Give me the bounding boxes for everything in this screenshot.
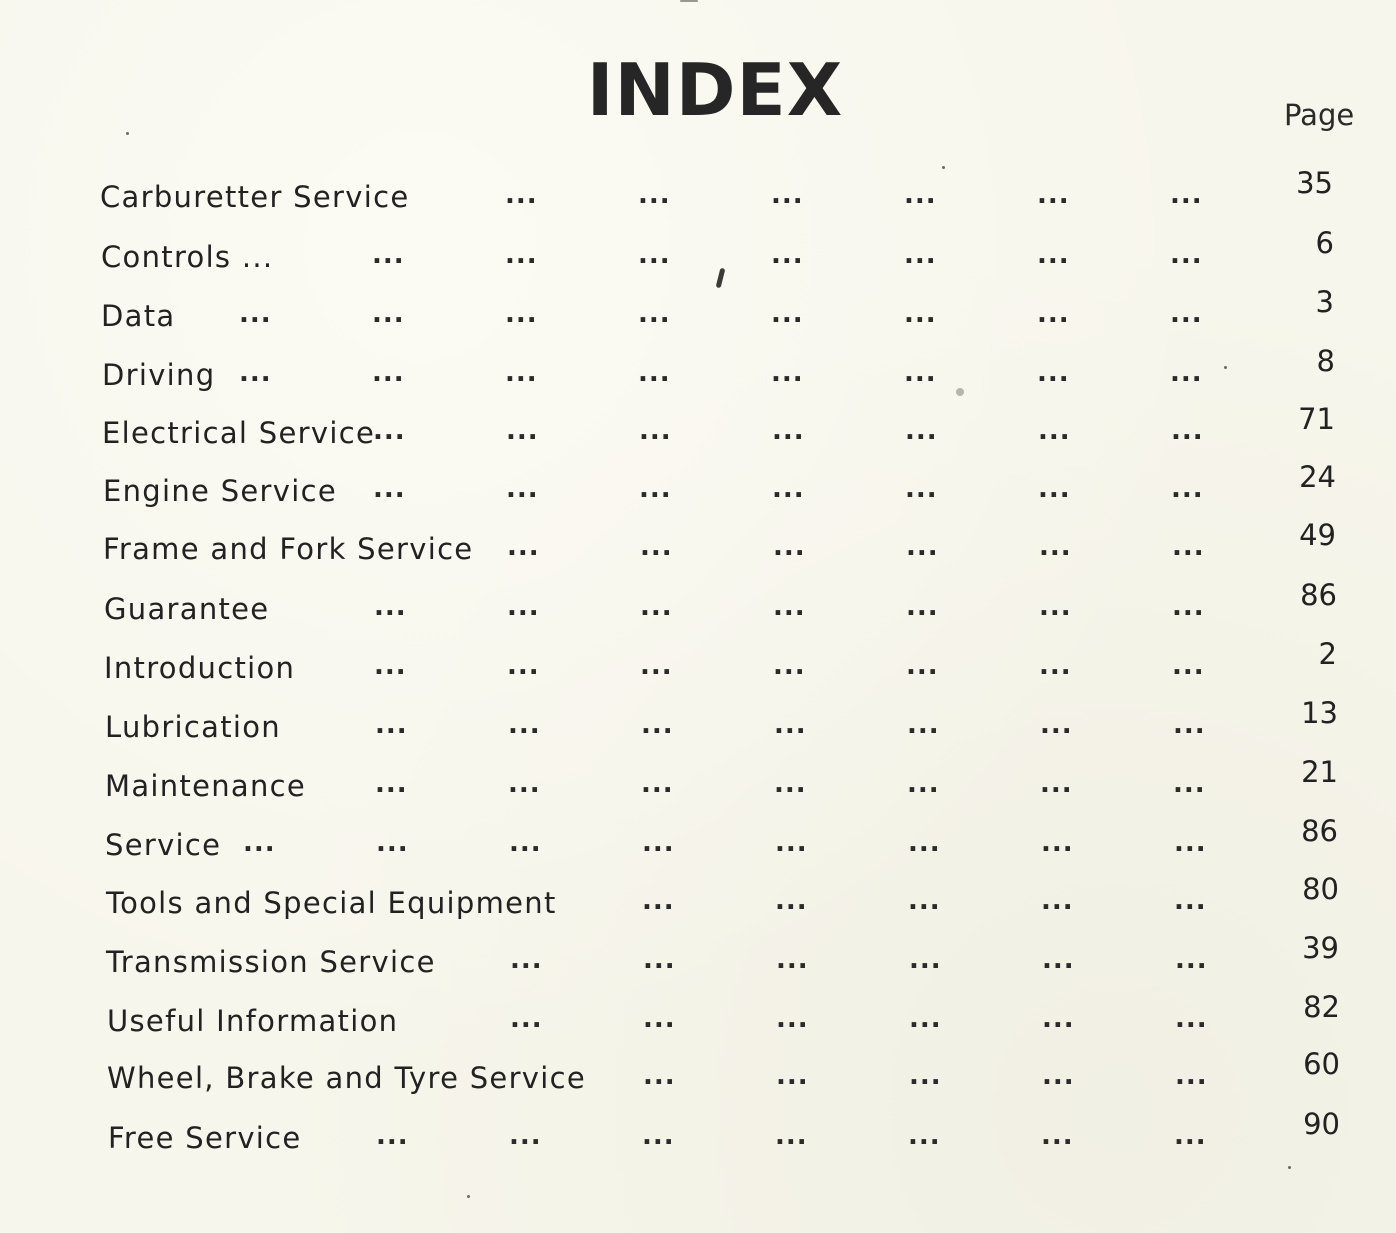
leader-dots: ... — [1170, 358, 1203, 388]
leader-dots: ... — [773, 592, 806, 622]
leader-dots: ... — [1040, 769, 1073, 799]
leader-dots: ... — [1037, 299, 1070, 329]
leader-dots: ... — [908, 1121, 941, 1151]
leader-dots: ... — [505, 299, 538, 329]
leader-dots: ... — [372, 358, 405, 388]
entry-label: Wheel, Brake and Tyre Service — [107, 1061, 587, 1095]
leader-dots: ... — [638, 299, 671, 329]
leader-dots: ... — [907, 710, 940, 740]
leader-dots: ... — [639, 416, 672, 446]
leader-dots: ... — [638, 240, 671, 270]
leader-dots: ... — [239, 358, 272, 388]
leader-dots: ... — [906, 592, 939, 622]
leader-dots: ... — [1041, 828, 1074, 858]
leader-dots: ... — [373, 474, 406, 504]
leader-dots: ... — [772, 416, 805, 446]
scan-speck — [467, 1195, 470, 1198]
leader-dots: ... — [1174, 886, 1207, 916]
leader-dots: ... — [1171, 416, 1204, 446]
entry-page-number: 90 — [1303, 1107, 1340, 1141]
leader-dots: ... — [1170, 180, 1203, 210]
entry-label: Guarantee — [104, 592, 270, 626]
leader-dots: ... — [1042, 945, 1075, 975]
leader-dots: ... — [243, 828, 276, 858]
leader-dots: ... — [775, 1121, 808, 1151]
leader-dots: ... — [904, 180, 937, 210]
leader-dots: ... — [375, 769, 408, 799]
page-column-heading: Page — [1284, 98, 1355, 132]
leader-dots: ... — [375, 710, 408, 740]
leader-dots: ... — [906, 532, 939, 562]
leader-dots: ... — [1039, 532, 1072, 562]
entry-page-number: 82 — [1303, 990, 1340, 1024]
leader-dots: ... — [643, 1061, 676, 1091]
leader-dots: ... — [640, 532, 673, 562]
leader-dots: ... — [774, 769, 807, 799]
leader-dots: ... — [1175, 1061, 1208, 1091]
entry-page-number: 21 — [1301, 755, 1338, 789]
leader-dots: ... — [643, 945, 676, 975]
leader-dots: ... — [1173, 710, 1206, 740]
leader-dots: ... — [640, 592, 673, 622]
leader-dots: ... — [638, 180, 671, 210]
leader-dots: ... — [239, 299, 272, 329]
leader-dots: ... — [1038, 474, 1071, 504]
index-entry — [0, 931, 1396, 985]
leader-dots: ... — [374, 651, 407, 681]
entry-page-number: 71 — [1298, 402, 1335, 436]
leader-dots: ... — [505, 240, 538, 270]
index-entry — [0, 1047, 1396, 1101]
leader-dots: ... — [506, 474, 539, 504]
entry-label: Frame and Fork Service — [103, 532, 474, 566]
leader-dots: ... — [641, 769, 674, 799]
index-entry — [0, 460, 1396, 514]
leader-dots: ... — [1172, 592, 1205, 622]
leader-dots: ... — [775, 886, 808, 916]
page-title: INDEX — [586, 48, 844, 132]
index-entry — [0, 285, 1396, 339]
leader-dots: ... — [1175, 1004, 1208, 1034]
leader-dots: ... — [1037, 358, 1070, 388]
entry-label: Free Service — [108, 1121, 302, 1155]
leader-dots: ... — [376, 1121, 409, 1151]
leader-dots: ... — [771, 299, 804, 329]
leader-dots: ... — [376, 828, 409, 858]
leader-dots: ... — [906, 651, 939, 681]
leader-dots: ... — [1039, 651, 1072, 681]
index-entry — [0, 402, 1396, 456]
index-entry — [0, 226, 1396, 280]
entry-page-number: 39 — [1302, 931, 1339, 965]
leader-dots: ... — [1174, 828, 1207, 858]
leader-dots: ... — [774, 710, 807, 740]
entry-label: Engine Service — [103, 474, 337, 508]
leader-dots: ... — [1170, 240, 1203, 270]
leader-dots: ... — [510, 1004, 543, 1034]
leader-dots: ... — [641, 710, 674, 740]
scan-speck — [126, 132, 129, 135]
leader-dots: ... — [776, 945, 809, 975]
scan-speck — [956, 388, 964, 396]
leader-dots: ... — [1175, 945, 1208, 975]
leader-dots: ... — [908, 886, 941, 916]
leader-dots: ... — [776, 1061, 809, 1091]
index-entry — [0, 814, 1396, 868]
leader-dots: ... — [771, 240, 804, 270]
leader-dots: ... — [509, 1121, 542, 1151]
entry-page-number: 3 — [1315, 285, 1334, 319]
index-entry — [0, 166, 1396, 220]
leader-dots: ... — [643, 1004, 676, 1034]
entry-page-number: 24 — [1299, 460, 1336, 494]
leader-dots: ... — [771, 180, 804, 210]
leader-dots: ... — [374, 592, 407, 622]
index-entry — [0, 1107, 1396, 1161]
leader-dots: ... — [642, 1121, 675, 1151]
entry-page-number: 86 — [1300, 578, 1337, 612]
scan-speck — [680, 0, 698, 2]
leader-dots: ... — [372, 299, 405, 329]
leader-dots: ... — [1042, 1061, 1075, 1091]
leader-dots: ... — [373, 416, 406, 446]
entry-label: Maintenance — [105, 769, 307, 803]
leader-dots: ... — [509, 828, 542, 858]
index-entry — [0, 755, 1396, 809]
entry-label: Tools and Special Equipment — [106, 886, 557, 920]
leader-dots: ... — [1041, 886, 1074, 916]
scan-speck — [1224, 366, 1227, 369]
leader-dots: ... — [772, 474, 805, 504]
leader-dots: ... — [505, 180, 538, 210]
leader-dots: ... — [638, 358, 671, 388]
index-entry — [0, 637, 1396, 691]
leader-dots: ... — [1042, 1004, 1075, 1034]
entry-label: Useful Information — [107, 1004, 399, 1038]
leader-dots: ... — [1041, 1121, 1074, 1151]
entry-label: Controls ... — [101, 240, 274, 274]
leader-dots: ... — [639, 474, 672, 504]
leader-dots: ... — [909, 1004, 942, 1034]
index-entry — [0, 344, 1396, 398]
leader-dots: ... — [905, 416, 938, 446]
leader-dots: ... — [909, 1061, 942, 1091]
index-entry — [0, 518, 1396, 572]
leader-dots: ... — [904, 358, 937, 388]
leader-dots: ... — [1037, 240, 1070, 270]
leader-dots: ... — [510, 945, 543, 975]
leader-dots: ... — [773, 651, 806, 681]
leader-dots: ... — [908, 828, 941, 858]
leader-dots: ... — [642, 886, 675, 916]
leader-dots: ... — [1039, 592, 1072, 622]
index-entry — [0, 696, 1396, 750]
entry-page-number: 35 — [1296, 166, 1333, 200]
entry-label: Lubrication — [105, 710, 281, 744]
leader-dots: ... — [372, 240, 405, 270]
leader-dots: ... — [1170, 299, 1203, 329]
entry-label: Electrical Service — [102, 416, 376, 450]
entry-page-number: 60 — [1303, 1047, 1340, 1081]
leader-dots: ... — [507, 651, 540, 681]
leader-dots: ... — [640, 651, 673, 681]
index-entry — [0, 872, 1396, 926]
leader-dots: ... — [1174, 1121, 1207, 1151]
leader-dots: ... — [1173, 769, 1206, 799]
entry-page-number: 80 — [1302, 872, 1339, 906]
scan-speck — [942, 166, 945, 169]
entry-label: Introduction — [104, 651, 296, 685]
leader-dots: ... — [771, 358, 804, 388]
leader-dots: ... — [776, 1004, 809, 1034]
leader-dots: ... — [508, 769, 541, 799]
entry-page-number: 86 — [1301, 814, 1338, 848]
leader-dots: ... — [508, 710, 541, 740]
leader-dots: ... — [905, 474, 938, 504]
leader-dots: ... — [907, 769, 940, 799]
leader-dots: ... — [909, 945, 942, 975]
leader-dots: ... — [904, 299, 937, 329]
leader-dots: ... — [507, 592, 540, 622]
entry-label: Driving — [102, 358, 216, 392]
entry-label: Transmission Service — [106, 945, 436, 979]
scan-speck — [1288, 1166, 1291, 1169]
leader-dots: ... — [1038, 416, 1071, 446]
leader-dots: ... — [507, 532, 540, 562]
entry-page-number: 8 — [1316, 344, 1335, 378]
entry-page-number: 6 — [1315, 226, 1334, 260]
entry-label: Service — [105, 828, 222, 862]
leader-dots: ... — [904, 240, 937, 270]
leader-dots: ... — [506, 416, 539, 446]
leader-dots: ... — [773, 532, 806, 562]
leader-dots: ... — [505, 358, 538, 388]
leader-dots: ... — [1172, 532, 1205, 562]
leader-dots: ... — [1040, 710, 1073, 740]
leader-dots: ... — [1171, 474, 1204, 504]
leader-dots: ... — [642, 828, 675, 858]
leader-dots: ... — [1037, 180, 1070, 210]
entry-page-number: 13 — [1301, 696, 1338, 730]
index-entry — [0, 990, 1396, 1044]
index-entry — [0, 578, 1396, 632]
entry-page-number: 49 — [1299, 518, 1336, 552]
entry-page-number: 2 — [1318, 637, 1337, 671]
leader-dots: ... — [1172, 651, 1205, 681]
leader-dots: ... — [775, 828, 808, 858]
entry-label: Carburetter Service — [100, 180, 410, 214]
entry-label: Data — [101, 299, 176, 333]
